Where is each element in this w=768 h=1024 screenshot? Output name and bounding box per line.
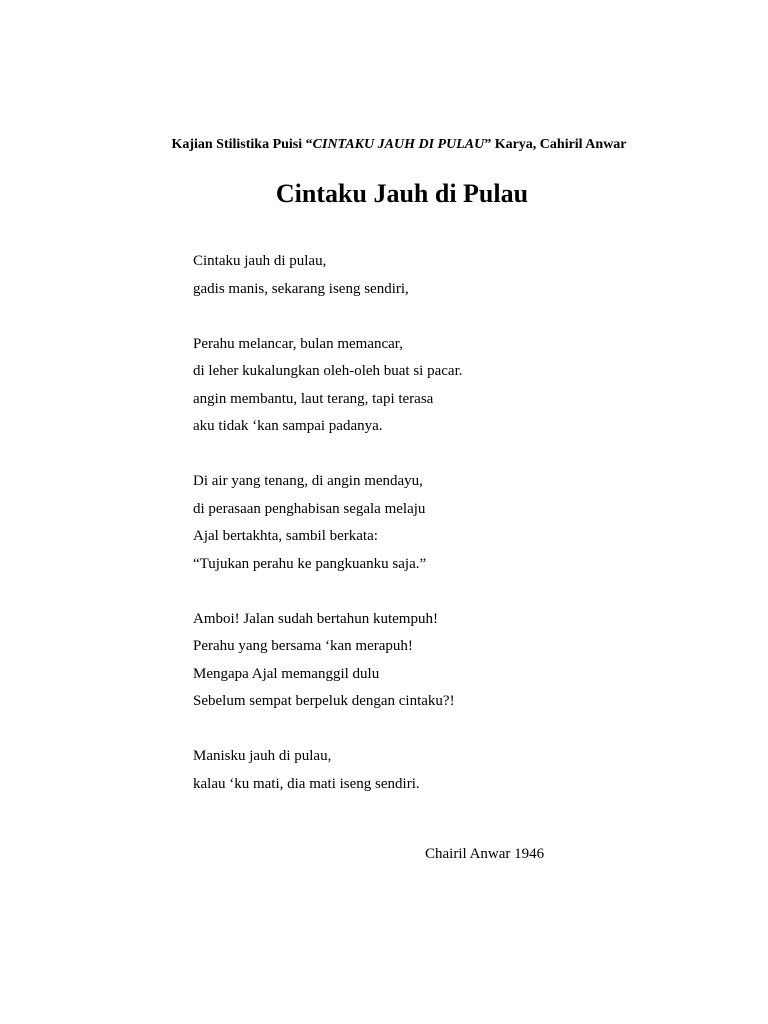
poem-line: gadis manis, sekarang iseng sendiri,: [193, 280, 409, 297]
stanza-5: [193, 743, 463, 798]
poem-line: Mengapa Ajal memanggil dulu: [193, 665, 380, 682]
poem-line: Ajal bertakhta, sambil berkata:: [193, 528, 378, 544]
header-italic-title: CINTAKU JAUH DI PULAU: [312, 137, 485, 152]
poem-line: Cintaku jauh di pulau,: [193, 253, 327, 269]
poem-line: di perasaan penghabisan segala melaju: [193, 500, 426, 517]
header-suffix: ” Karya, Cahiril Anwar: [484, 137, 627, 152]
poem-title: Cintaku Jauh di Pulau: [275, 179, 529, 208]
author-signature: Chairil Anwar 1946: [425, 846, 545, 862]
poem-body: [193, 248, 463, 826]
stanza-4: [193, 606, 463, 716]
poem-line: Di air yang tenang, di angin mendayu,: [193, 473, 423, 489]
stanza-1: [193, 248, 463, 303]
header-prefix: Kajian Stilistika Puisi “: [171, 137, 313, 152]
poem-line: di leher kukalungkan oleh-oleh buat si pacar.: [193, 363, 463, 379]
stanza-2: [193, 331, 463, 441]
poem-line: Perahu yang bersama ‘kan merapuh!: [193, 638, 413, 654]
poem-line: kalau ‘ku mati, dia mati iseng sendiri.: [193, 775, 420, 792]
poem-line: Amboi! Jalan sudah bertahun kutempuh!: [193, 610, 438, 627]
poem-line: Sebelum sempat berpeluk dengan cintaku?!: [193, 693, 455, 709]
poem-line: Perahu melancar, bulan memancar,: [193, 335, 403, 352]
poem-line: “Tujukan perahu ke pangkuanku saja.”: [193, 555, 427, 572]
stanza-3: [193, 468, 463, 578]
poem-line: angin membantu, laut terang, tapi terasa: [193, 390, 434, 407]
poem-line: Manisku jauh di pulau,: [193, 748, 332, 764]
document-header: [0, 137, 768, 153]
poem-line: aku tidak ‘kan sampai padanya.: [193, 418, 383, 434]
